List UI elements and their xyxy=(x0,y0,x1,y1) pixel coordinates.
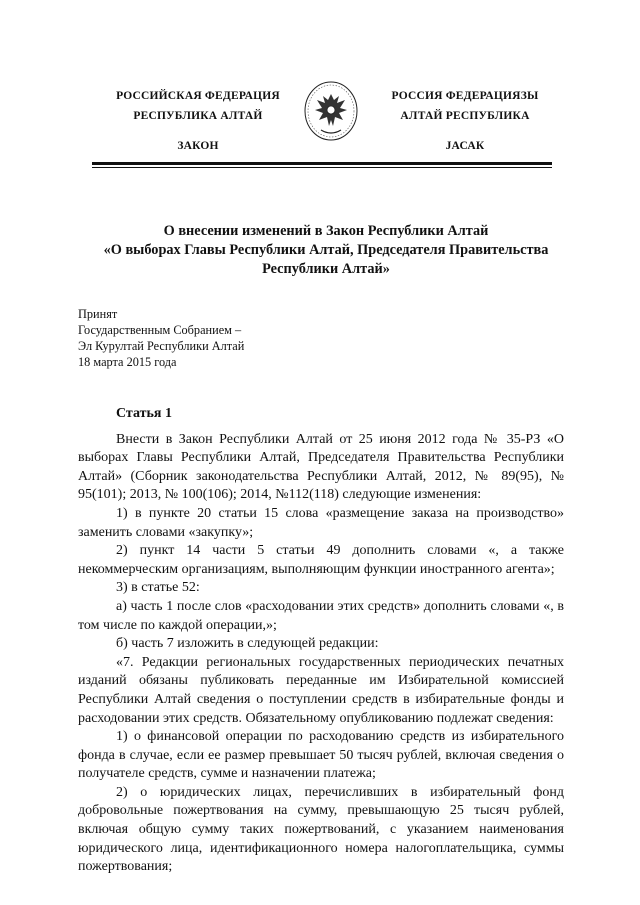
article-paragraph: Внести в Закон Республики Алтай от 25 июня 2012 года № 35-РЗ «О выборах Главы Республики Алтай, Председателя Правительства Республики Алтай» (Сборник законодательства Республики Алтай, 2012, № 89(95), № 95(101); 2013, № 100(106); 2014, №112(118) следующие изменения: xyxy=(78,431,564,503)
article-paragraph: 2) о юридических лицах, перечисливших в избирательный фонд добровольные пожертвования на сумму, превышающую 25 тысяч рублей, включая общую сумму таких пожертвований, с указанием наименования юридического лица, идентификационного номера налогоплательщика, суммы пожертвования; xyxy=(78,784,564,875)
article-paragraph: а) часть 1 после слов «расходовании этих средств» дополнить словами «, в том числе по каждой операции,»; xyxy=(78,598,564,633)
header-left-country: РОССИЙСКАЯ ФЕДЕРАЦИЯ xyxy=(116,90,280,102)
header-left-republic: РЕСПУБЛИКА АЛТАЙ xyxy=(133,110,263,122)
article-paragraph: 1) в пункте 20 статьи 15 слова «размещение заказа на производство» заменить словами «закупку»; xyxy=(78,505,564,540)
article-paragraph: «7. Редакции региональных государственных периодических печатных изданий обязаны публиковать переданные им Избирательной комиссией Республики Алтай сведения о поступлении средств в избирательные фонды и расходовании этих средств. Обязательному опубликованию подлежат сведения: xyxy=(78,654,564,726)
article-paragraph: 1) о финансовой операции по расходованию средств из избирательного фонда в случае, если ее размер превышает 50 тысяч рублей, включая сведения о получателе средств, сумме и назначении платежа; xyxy=(78,729,564,782)
adoption-block xyxy=(78,306,244,370)
article-heading: Статья 1 xyxy=(116,406,172,421)
document-title xyxy=(80,222,572,279)
title-line-2: «О выборах Главы Республики Алтай, Председателя Правительства xyxy=(103,242,549,258)
article-paragraph: б) часть 7 изложить в следующей редакции: xyxy=(116,636,379,652)
title-line-3: Республики Алтай» xyxy=(262,261,390,277)
article-body xyxy=(78,405,564,877)
header-divider-thin xyxy=(92,167,552,168)
header-right-country: РОССИЯ ФЕДЕРАЦИЯЗЫ xyxy=(391,90,539,102)
header-divider-thick xyxy=(92,162,552,165)
adoption-line: Государственным Собранием – xyxy=(78,323,242,337)
header-left xyxy=(98,86,298,156)
article-paragraph: 3) в статье 52: xyxy=(116,580,200,596)
header-right xyxy=(365,86,565,156)
coat-of-arms-emblem xyxy=(303,80,359,142)
header-right-republic: АЛТАЙ РЕСПУБЛИКА xyxy=(400,110,530,122)
adoption-line: Принят xyxy=(78,307,118,321)
title-line-1: О внесении изменений в Закон Республики Алтай xyxy=(163,223,489,239)
header-left-doc-type: ЗАКОН xyxy=(177,140,219,152)
article-paragraph: 2) пункт 14 части 5 статьи 49 дополнить словами «, а также некоммерческим организациям, выполняющим функции иностранного агента»; xyxy=(78,543,564,577)
adoption-date: 18 марта 2015 года xyxy=(78,355,177,369)
header-right-doc-type: JАСАК xyxy=(445,140,485,152)
adoption-line: Эл Курултай Республики Алтай xyxy=(78,339,245,353)
